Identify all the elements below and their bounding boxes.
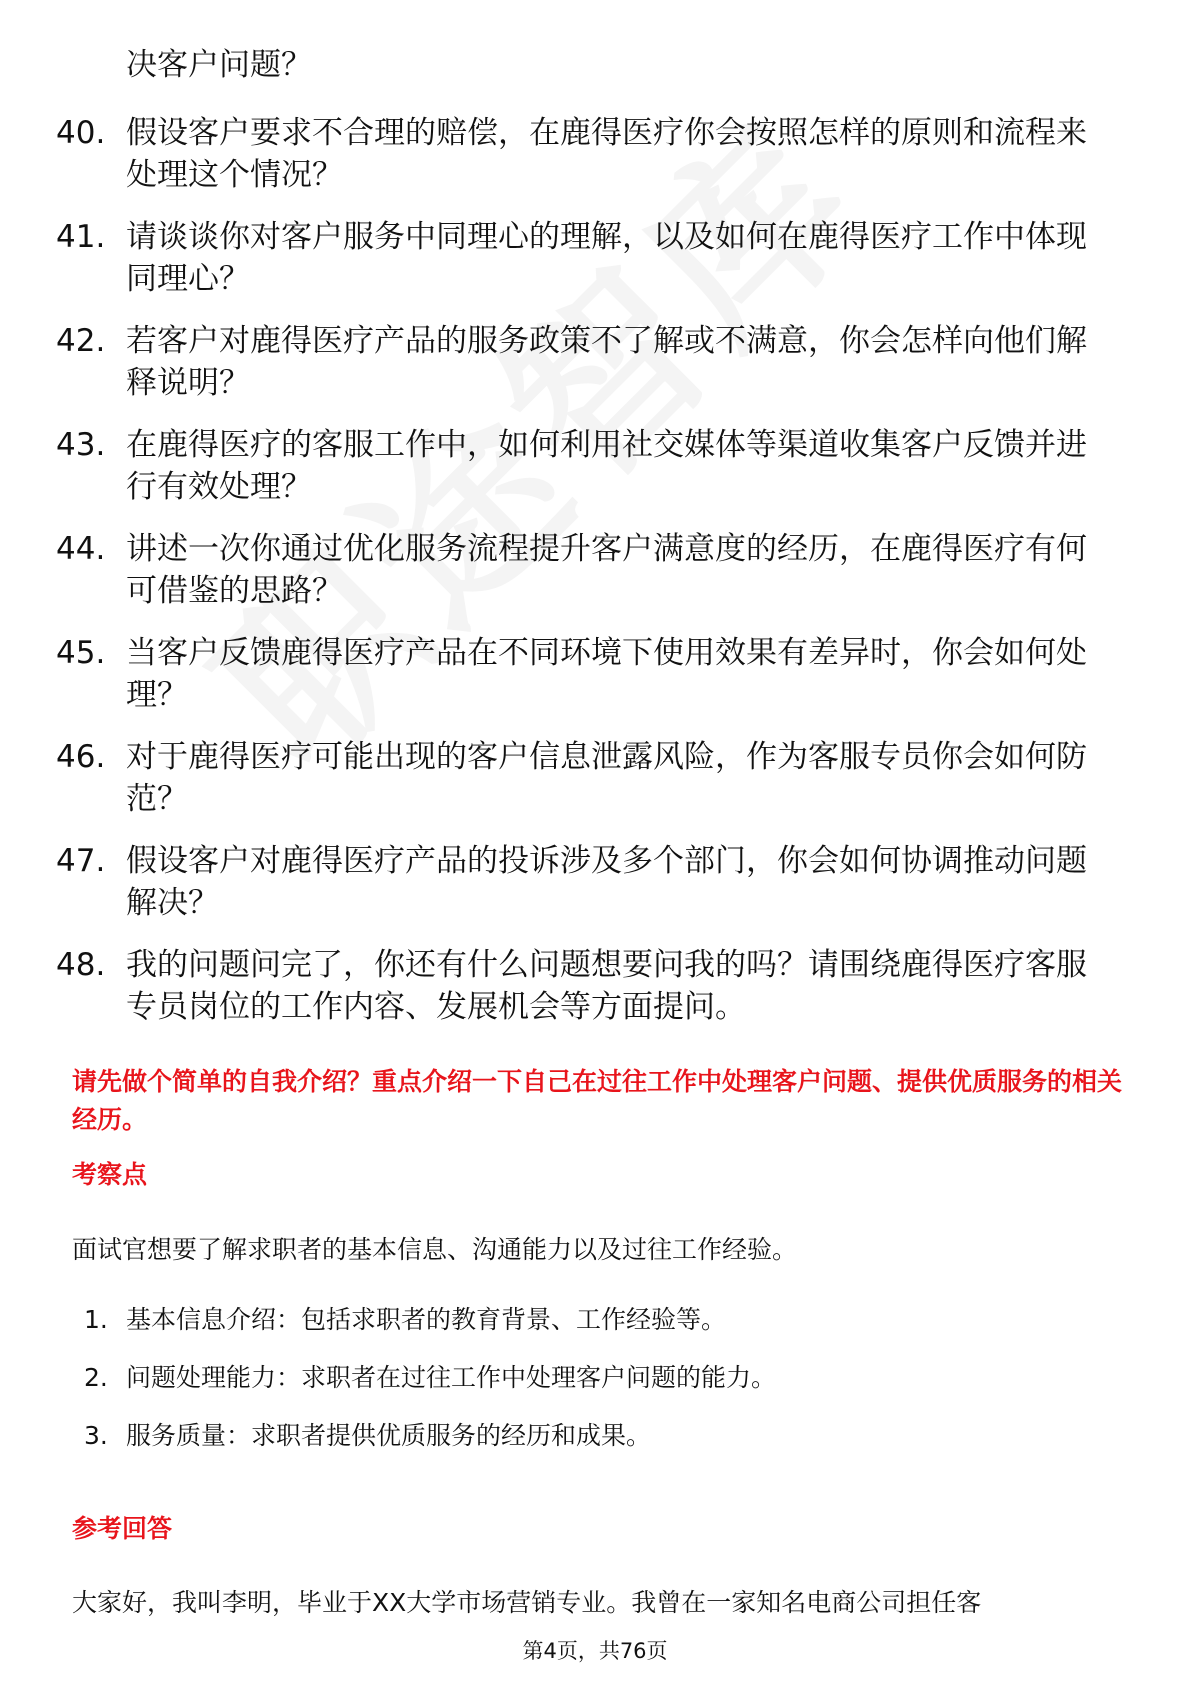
question-item [0, 736, 1190, 840]
question-number: 47. [56, 843, 106, 879]
examine-point [0, 1419, 1190, 1477]
question-number: 42. [56, 323, 106, 359]
question-item [0, 216, 1190, 320]
point-text: 基本信息介绍：包括求职者的教育背景、工作经验等。 [126, 1305, 727, 1334]
question-text: 假设客户对鹿得医疗产品的投诉涉及多个部门，你会如何协调推动问题解决？ [126, 843, 1087, 921]
question-number: 46. [56, 739, 106, 775]
question-number: 41. [56, 219, 106, 255]
question-number: 40. [56, 115, 106, 151]
question-item [0, 632, 1190, 736]
highlight-question: 请先做个简单的自我介绍？重点介绍一下自己在过往工作中处理客户问题、提供优质服务的相关经历。 [72, 1067, 1123, 1134]
question-item [0, 424, 1190, 528]
question-number: 48. [56, 947, 106, 983]
question-item [0, 320, 1190, 424]
point-text: 服务质量：求职者提供优质服务的经历和成果。 [126, 1421, 652, 1450]
question-text: 我的问题问完了，你还有什么问题想要问我的吗？请围绕鹿得医疗客服专员岗位的工作内容、发展机会等方面提问。 [126, 947, 1087, 1025]
point-number: 2. [84, 1363, 108, 1392]
question-item [0, 112, 1190, 216]
examine-point-list [0, 1303, 1190, 1477]
question-text: 对于鹿得医疗可能出现的客户信息泄露风险，作为客服专员你会如何防范？ [126, 739, 1087, 817]
question-item [0, 528, 1190, 632]
question-list [0, 112, 1190, 1048]
point-text: 问题处理能力：求职者在过往工作中处理客户问题的能力。 [126, 1363, 777, 1392]
point-number: 1. [84, 1305, 108, 1334]
question-text: 讲述一次你通过优化服务流程提升客户满意度的经历，在鹿得医疗有何可借鉴的思路？ [126, 531, 1087, 609]
examine-section-title: 考察点 [72, 1160, 148, 1189]
question-number: 44. [56, 531, 106, 567]
question-text: 假设客户要求不合理的赔偿，在鹿得医疗你会按照怎样的原则和流程来处理这个情况？ [126, 115, 1087, 193]
question-text: 请谈谈你对客户服务中同理心的理解，以及如何在鹿得医疗工作中体现同理心？ [126, 219, 1087, 297]
question-text: 当客户反馈鹿得医疗产品在不同环境下使用效果有差异时，你会如何处理？ [126, 635, 1087, 713]
point-number: 3. [84, 1421, 108, 1450]
question-text: 在鹿得医疗的客服工作中，如何利用社交媒体等渠道收集客户反馈并进行有效处理？ [126, 427, 1087, 505]
question-item [0, 840, 1190, 944]
examine-point [0, 1303, 1190, 1361]
answer-text: 大家好，我叫李明，毕业于XX大学市场营销专业。我曾在一家知名电商公司担任客 [72, 1588, 982, 1617]
examine-point [0, 1361, 1190, 1419]
question-item [0, 944, 1190, 1048]
examine-intro: 面试官想要了解求职者的基本信息、沟通能力以及过往工作经验。 [72, 1235, 798, 1264]
question-number: 43. [56, 427, 106, 463]
question-continuation: 决客户问题？ [126, 47, 312, 83]
page-footer: 第4页，共76页 [522, 1639, 668, 1663]
question-number: 45. [56, 635, 106, 671]
question-text: 若客户对鹿得医疗产品的服务政策不了解或不满意，你会怎样向他们解释说明？ [126, 323, 1087, 401]
answer-section-title: 参考回答 [72, 1514, 173, 1543]
